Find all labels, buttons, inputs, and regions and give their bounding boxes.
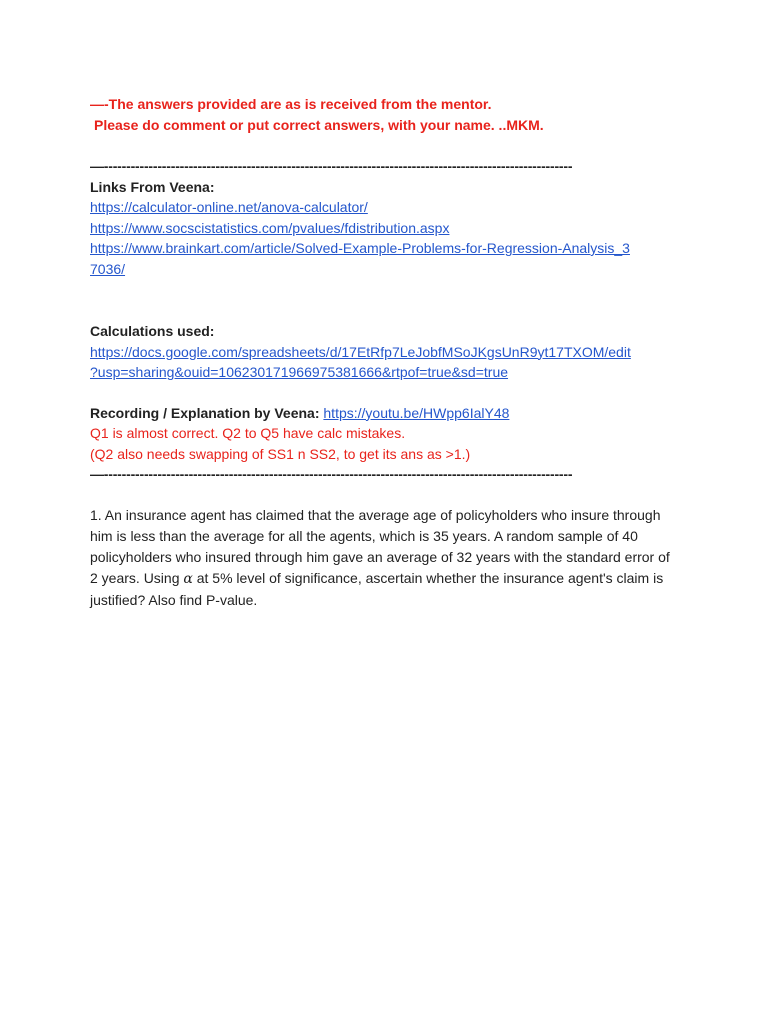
link-anova-calculator[interactable]: https://calculator-online.net/anova-calculator/ <box>90 199 368 215</box>
review-note-1: Q1 is almost correct. Q2 to Q5 have calc mistakes. <box>90 425 406 441</box>
divider-bottom: —--------------------------------------------------------------------------------------------------------- <box>90 466 573 482</box>
spacer <box>90 485 678 505</box>
link-youtube-recording[interactable]: https://youtu.be/HWpp6IalY48 <box>323 404 510 421</box>
spacer <box>90 135 678 156</box>
mentor-note-line-2: Please do comment or put correct answers, with your name. ..MKM. <box>94 116 544 133</box>
link-spreadsheet-line-2[interactable]: ?usp=sharing&ouid=106230171966975381666&rtpof=true&sd=true <box>90 364 509 380</box>
link-spreadsheet-line-1[interactable]: https://docs.google.com/spreadsheets/d/17EtRfp7LeJobfMSoJKgsUnR9yt17TXOM/edit <box>90 343 631 360</box>
mentor-note-line-1: —-The answers provided are as is received from the mentor. <box>90 96 492 112</box>
recording-heading: Recording / Explanation by Veena: <box>90 404 320 421</box>
spacer <box>90 383 678 403</box>
alpha-symbol: α <box>183 570 193 587</box>
review-note-2: (Q2 also needs swapping of SS1 n SS2, to get its ans as >1.) <box>90 445 471 462</box>
question-1 <box>90 505 680 611</box>
question-1-text-before: 1. An insurance agent has claimed that the average age of policyholders who insure through him is less than the average for all the agents, which is 35 years. A random sample of 40 policyholders who insured through him gave an average of 32 years with the standard error of 2 years. Using <box>90 506 670 586</box>
calculations-heading: Calculations used: <box>90 323 215 339</box>
divider-top: —--------------------------------------------------------------------------------------------------------- <box>90 158 573 174</box>
question-1-text-after: at 5% level of significance, ascertain whether the insurance agent's claim is justified? Also find P-value. <box>90 569 664 608</box>
spacer <box>90 279 678 321</box>
recording-line <box>90 403 678 424</box>
link-brainkart-line-1[interactable]: https://www.brainkart.com/article/Solved-Example-Problems-for-Regression-Analysis_3 <box>90 240 630 256</box>
links-heading: Links From Veena: <box>90 178 215 195</box>
link-fdistribution[interactable]: https://www.socscistatistics.com/pvalues/fdistribution.aspx <box>90 219 450 236</box>
link-brainkart-line-2[interactable]: 7036/ <box>90 260 126 277</box>
